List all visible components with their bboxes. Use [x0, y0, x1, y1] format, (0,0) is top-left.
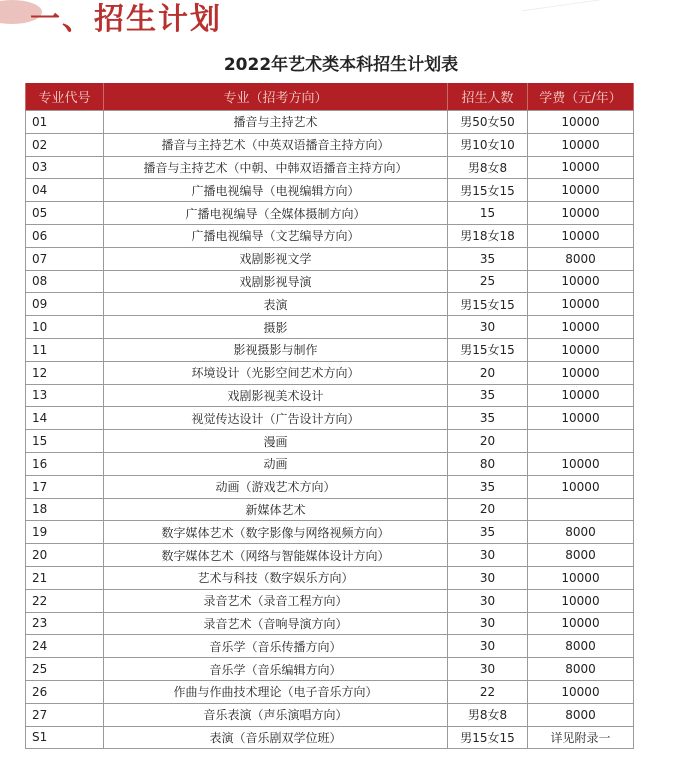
cell-major-code: 17 [26, 475, 104, 498]
cell-major-name: 数字媒体艺术（数字影像与网络视频方向） [104, 521, 448, 544]
table-row [26, 544, 634, 567]
table-row [26, 407, 634, 430]
cell-tuition: 详见附录一 [528, 726, 634, 749]
cell-tuition [528, 498, 634, 521]
cell-major-code: 10 [26, 316, 104, 339]
cell-tuition: 10000 [528, 270, 634, 293]
cell-major-name: 环境设计（光影空间艺术方向） [104, 361, 448, 384]
cell-major-code: 27 [26, 703, 104, 726]
cell-major-code: 15 [26, 430, 104, 453]
cell-enrollment-count: 30 [448, 612, 528, 635]
cell-major-code: 24 [26, 635, 104, 658]
header-tuition: 学费（元/年） [528, 83, 634, 111]
cell-major-name: 音乐表演（声乐演唱方向） [104, 703, 448, 726]
cell-major-code: 26 [26, 680, 104, 703]
cell-enrollment-count: 男15女15 [448, 179, 528, 202]
table-row [26, 316, 634, 339]
header-major-code: 专业代号 [26, 83, 104, 111]
cell-tuition: 10000 [528, 338, 634, 361]
cell-tuition: 10000 [528, 293, 634, 316]
cell-tuition: 10000 [528, 133, 634, 156]
table-header-row [26, 83, 634, 111]
cell-major-name: 戏剧影视导演 [104, 270, 448, 293]
cell-major-name: 作曲与作曲技术理论（电子音乐方向） [104, 680, 448, 703]
cell-major-name: 广播电视编导（电视编辑方向） [104, 179, 448, 202]
cell-major-name: 表演 [104, 293, 448, 316]
cell-major-name: 播音与主持艺术 [104, 111, 448, 134]
table-row [26, 430, 634, 453]
section-title: 一、招生计划 [30, 2, 222, 37]
cell-major-code: 05 [26, 202, 104, 225]
cell-major-code: S1 [26, 726, 104, 749]
cell-tuition: 10000 [528, 452, 634, 475]
cell-tuition: 8000 [528, 521, 634, 544]
cell-enrollment-count: 20 [448, 430, 528, 453]
cell-enrollment-count: 15 [448, 202, 528, 225]
cell-major-name: 广播电视编导（全媒体摄制方向） [104, 202, 448, 225]
cell-enrollment-count: 35 [448, 407, 528, 430]
cell-major-name: 摄影 [104, 316, 448, 339]
cell-tuition: 10000 [528, 156, 634, 179]
cell-enrollment-count: 30 [448, 566, 528, 589]
cell-major-name: 影视摄影与制作 [104, 338, 448, 361]
cell-tuition: 10000 [528, 566, 634, 589]
table-row [26, 452, 634, 475]
cell-tuition: 8000 [528, 703, 634, 726]
cell-major-code: 12 [26, 361, 104, 384]
table-row [26, 384, 634, 407]
cell-enrollment-count: 男15女15 [448, 293, 528, 316]
cell-major-code: 13 [26, 384, 104, 407]
cell-enrollment-count: 男50女50 [448, 111, 528, 134]
table-body [26, 111, 634, 749]
cell-tuition: 8000 [528, 635, 634, 658]
table-row [26, 202, 634, 225]
cell-tuition: 10000 [528, 384, 634, 407]
cell-major-code: 04 [26, 179, 104, 202]
cell-major-name: 表演（音乐剧双学位班） [104, 726, 448, 749]
cell-major-name: 音乐学（音乐传播方向） [104, 635, 448, 658]
table-row [26, 635, 634, 658]
cell-enrollment-count: 男10女10 [448, 133, 528, 156]
enrollment-plan-table [25, 83, 634, 749]
cell-tuition: 10000 [528, 680, 634, 703]
cell-enrollment-count: 30 [448, 316, 528, 339]
cell-major-name: 新媒体艺术 [104, 498, 448, 521]
cell-major-code: 01 [26, 111, 104, 134]
cell-enrollment-count: 35 [448, 384, 528, 407]
header-enrollment-count: 招生人数 [448, 83, 528, 111]
cell-tuition: 10000 [528, 589, 634, 612]
cell-major-name: 数字媒体艺术（网络与智能媒体设计方向） [104, 544, 448, 567]
cell-enrollment-count: 20 [448, 361, 528, 384]
table-row [26, 179, 634, 202]
cell-enrollment-count: 男8女8 [448, 703, 528, 726]
table-row [26, 475, 634, 498]
table-row [26, 111, 634, 134]
cell-enrollment-count: 30 [448, 635, 528, 658]
cell-enrollment-count: 22 [448, 680, 528, 703]
cell-enrollment-count: 30 [448, 544, 528, 567]
table-row [26, 658, 634, 681]
cell-enrollment-count: 男15女15 [448, 338, 528, 361]
cell-major-code: 20 [26, 544, 104, 567]
cell-enrollment-count: 男18女18 [448, 224, 528, 247]
cell-major-code: 16 [26, 452, 104, 475]
table-row [26, 156, 634, 179]
cell-major-name: 戏剧影视文学 [104, 247, 448, 270]
table-row [26, 247, 634, 270]
cell-major-name: 漫画 [104, 430, 448, 453]
cell-enrollment-count: 35 [448, 247, 528, 270]
cell-major-code: 21 [26, 566, 104, 589]
cell-enrollment-count: 男15女15 [448, 726, 528, 749]
decorative-line [521, 0, 642, 27]
cell-tuition: 10000 [528, 224, 634, 247]
cell-major-code: 19 [26, 521, 104, 544]
cell-major-code: 11 [26, 338, 104, 361]
table-row [26, 361, 634, 384]
cell-enrollment-count: 20 [448, 498, 528, 521]
table-row [26, 726, 634, 749]
header-major-name: 专业（招考方向） [104, 83, 448, 111]
cell-enrollment-count: 35 [448, 475, 528, 498]
cell-tuition: 10000 [528, 475, 634, 498]
table-title: 2022年艺术类本科招生计划表 [223, 55, 459, 75]
table-row [26, 338, 634, 361]
cell-major-name: 音乐学（音乐编辑方向） [104, 658, 448, 681]
cell-major-name: 艺术与科技（数字娱乐方向） [104, 566, 448, 589]
table-row [26, 680, 634, 703]
cell-major-code: 09 [26, 293, 104, 316]
table-row [26, 589, 634, 612]
cell-enrollment-count: 男8女8 [448, 156, 528, 179]
cell-tuition: 10000 [528, 361, 634, 384]
table-row [26, 612, 634, 635]
cell-major-name: 广播电视编导（文艺编导方向） [104, 224, 448, 247]
table-row [26, 498, 634, 521]
cell-tuition: 8000 [528, 544, 634, 567]
cell-enrollment-count: 35 [448, 521, 528, 544]
cell-major-code: 07 [26, 247, 104, 270]
cell-enrollment-count: 80 [448, 452, 528, 475]
table-row [26, 293, 634, 316]
cell-tuition: 10000 [528, 202, 634, 225]
cell-major-name: 录音艺术（音响导演方向） [104, 612, 448, 635]
cell-major-code: 08 [26, 270, 104, 293]
cell-major-code: 06 [26, 224, 104, 247]
cell-enrollment-count: 30 [448, 589, 528, 612]
table-row [26, 566, 634, 589]
table-row [26, 224, 634, 247]
cell-tuition [528, 430, 634, 453]
cell-tuition: 10000 [528, 612, 634, 635]
cell-tuition: 10000 [528, 111, 634, 134]
cell-major-name: 动画（游戏艺术方向） [104, 475, 448, 498]
cell-major-code: 14 [26, 407, 104, 430]
cell-tuition: 8000 [528, 247, 634, 270]
cell-tuition: 8000 [528, 658, 634, 681]
cell-tuition: 10000 [528, 407, 634, 430]
cell-tuition: 10000 [528, 316, 634, 339]
table-row [26, 521, 634, 544]
cell-enrollment-count: 30 [448, 658, 528, 681]
cell-major-name: 视觉传达设计（广告设计方向） [104, 407, 448, 430]
cell-major-name: 戏剧影视美术设计 [104, 384, 448, 407]
cell-major-code: 18 [26, 498, 104, 521]
cell-major-name: 录音艺术（录音工程方向） [104, 589, 448, 612]
cell-enrollment-count: 25 [448, 270, 528, 293]
cell-major-name: 播音与主持艺术（中英双语播音主持方向） [104, 133, 448, 156]
cell-major-code: 02 [26, 133, 104, 156]
cell-major-code: 22 [26, 589, 104, 612]
cell-major-code: 23 [26, 612, 104, 635]
table-row [26, 133, 634, 156]
cell-major-code: 03 [26, 156, 104, 179]
table-row [26, 703, 634, 726]
cell-major-name: 播音与主持艺术（中朝、中韩双语播音主持方向） [104, 156, 448, 179]
table-row [26, 270, 634, 293]
cell-major-name: 动画 [104, 452, 448, 475]
cell-tuition: 10000 [528, 179, 634, 202]
cell-major-code: 25 [26, 658, 104, 681]
